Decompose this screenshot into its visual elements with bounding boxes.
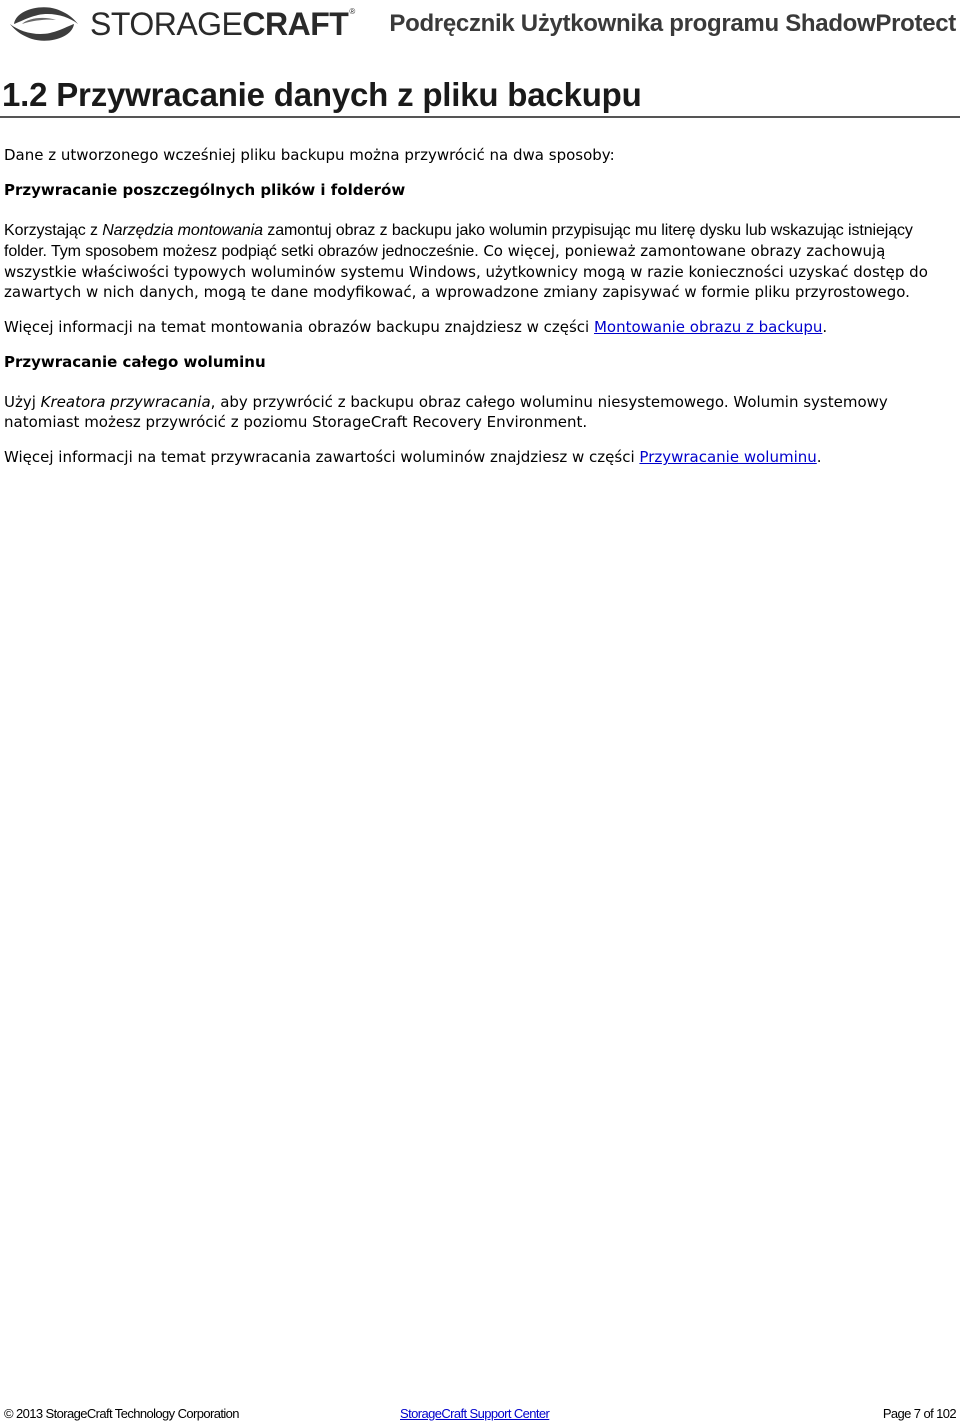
intro-paragraph: Dane z utworzonego wcześniej pliku backupu można przywrócić na dwa sposoby: [4, 146, 615, 164]
logo-word-storage: STORAGE [90, 6, 243, 42]
mount-text-a: Korzystając z [4, 222, 103, 239]
mount-tool-name: Narzędzia montowania [102, 222, 263, 239]
restore-text-b: , aby przywrócić z backupu obraz całego woluminu niesystemowego. Wolumin systemowy natomiast możesz przywrócić z poziomu StorageCraft Recovery Environment. [4, 393, 888, 431]
logo-mark-icon [4, 2, 84, 46]
mount-more-end: . [822, 318, 828, 336]
subheading-files-folders: Przywracanie poszczególnych plików i folderów [4, 181, 406, 199]
restore-text-a: Użyj [4, 393, 41, 411]
restore-volume-link[interactable]: Przywracanie woluminu [639, 448, 817, 466]
support-center-link[interactable]: StorageCraft Support Center [400, 1406, 550, 1421]
subheading-whole-volume: Przywracanie całego woluminu [4, 353, 266, 371]
mount-backup-link[interactable]: Montowanie obrazu z backupu [593, 318, 823, 336]
copyright-notice: © 2013 StorageCraft Technology Corporation [4, 1406, 239, 1421]
storagecraft-logo [4, 2, 355, 46]
logo-word-craft: CRAFT [242, 6, 349, 42]
mount-text-b: zamontuj obraz z backupu jako wolumin przypisując mu literę dysku lub wskazując istniejący folder. Tym sposobem możesz podpiąć setki obrazów jednocześnie. [4, 222, 913, 260]
mount-paragraph [4, 220, 958, 302]
document-body [4, 145, 958, 482]
page-footer [0, 1404, 960, 1424]
restore-more-info [4, 447, 958, 467]
restore-wizard-name: Kreatora przywracania [40, 393, 211, 411]
mount-text-c: Co więcej, ponieważ zamontowane obrazy zachowują wszystkie właściwości typowych woluminów systemu Windows, użytkownicy mogą w razie konieczności uzyskać dostęp do zawartych w nich danych, mogą te dane modyfikować, a wprowadzone zmiany zapisywać w formie pliku przyrostowego. [4, 242, 928, 301]
restore-paragraph [4, 392, 958, 432]
mount-more-info [4, 317, 958, 337]
mount-more-text: Więcej informacji na temat montowania obrazów backupu znajdziesz w części [4, 318, 594, 336]
document-title: Podręcznik Użytkownika programu ShadowProtect [389, 10, 956, 37]
heading-divider [0, 116, 960, 118]
restore-more-end: . [816, 448, 822, 466]
page-header [0, 0, 960, 52]
page-number: Page 7 of 102 [882, 1406, 956, 1421]
restore-more-text: Więcej informacji na temat przywracania zawartości woluminów znajdziesz w części [4, 448, 640, 466]
registered-mark: ® [349, 7, 355, 16]
logo-wordmark [90, 8, 355, 40]
section-heading: 1.2 Przywracanie danych z pliku backupu [2, 76, 642, 113]
